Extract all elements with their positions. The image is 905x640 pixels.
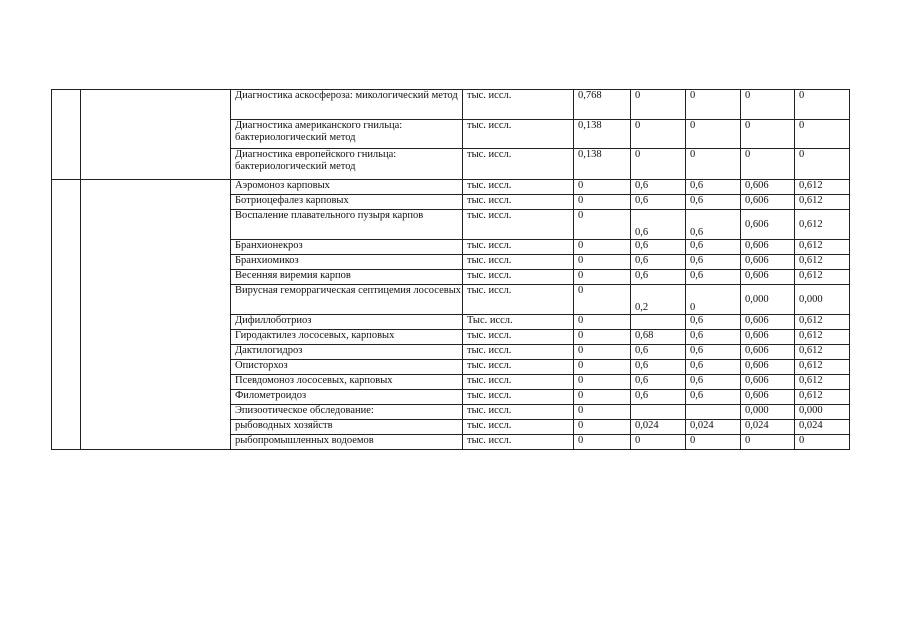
row-name: Эпизоотическое обследование: — [231, 405, 463, 420]
value-cell: 0,6 — [686, 345, 741, 360]
row-unit: тыс. иссл. — [463, 270, 574, 285]
value-cell: 0 — [741, 435, 795, 450]
value-cell: 0 — [795, 90, 850, 120]
row-name: Диагностика американского гнильца: бактериологический метод — [231, 120, 463, 149]
value-cell: 0 — [631, 120, 686, 149]
value-cell: 0,612 — [795, 375, 850, 390]
value-cell: 0,606 — [741, 390, 795, 405]
value-cell: 0,612 — [795, 360, 850, 375]
value-cell: 0,6 — [686, 375, 741, 390]
row-unit: Тыс. иссл. — [463, 315, 574, 330]
value-cell: 0,6 — [686, 270, 741, 285]
value-cell: 0 — [686, 149, 741, 180]
value-cell: 0,606 — [741, 180, 795, 195]
row-unit: тыс. иссл. — [463, 180, 574, 195]
value-cell: 0 — [574, 210, 631, 240]
row-name: Филометроидоз — [231, 390, 463, 405]
value-cell: 0 — [795, 435, 850, 450]
value-cell: 0,6 — [631, 255, 686, 270]
value-cell: 0,000 — [741, 405, 795, 420]
value-cell: 0 — [631, 149, 686, 180]
row-name: Ботриоцефалез карповых — [231, 195, 463, 210]
value-cell: 0,612 — [795, 390, 850, 405]
row-unit: тыс. иссл. — [463, 345, 574, 360]
value-cell: 0,606 — [741, 315, 795, 330]
row-unit: тыс. иссл. — [463, 330, 574, 345]
value-cell: 0,6 — [686, 255, 741, 270]
value-cell: 0,000 — [795, 405, 850, 420]
value-cell: 0,606 — [741, 330, 795, 345]
row-unit: тыс. иссл. — [463, 210, 574, 240]
value-cell — [686, 405, 741, 420]
value-cell: 0,6 — [686, 390, 741, 405]
row-unit: тыс. иссл. — [463, 255, 574, 270]
value-cell: 0,000 — [795, 285, 850, 315]
value-cell: 0,68 — [631, 330, 686, 345]
value-cell: 0 — [574, 315, 631, 330]
value-cell: 0,612 — [795, 240, 850, 255]
value-cell: 0 — [574, 240, 631, 255]
row-name: Бранхионекроз — [231, 240, 463, 255]
value-cell: 0,768 — [574, 90, 631, 120]
row-unit: тыс. иссл. — [463, 405, 574, 420]
value-cell: 0 — [574, 285, 631, 315]
value-cell: 0,6 — [686, 195, 741, 210]
row-name: Весенняя виремия карпов — [231, 270, 463, 285]
value-cell: 0 — [686, 90, 741, 120]
value-cell: 0 — [741, 149, 795, 180]
value-cell: 0,612 — [795, 195, 850, 210]
row-name: Описторхоз — [231, 360, 463, 375]
value-cell: 0 — [686, 435, 741, 450]
value-cell: 0 — [574, 180, 631, 195]
row-unit: тыс. иссл. — [463, 435, 574, 450]
value-cell: 0,612 — [795, 345, 850, 360]
value-cell: 0 — [795, 149, 850, 180]
row-name: Диагностика аскосфероза: микологический метод — [231, 90, 463, 120]
value-cell: 0,024 — [631, 420, 686, 435]
row-unit: тыс. иссл. — [463, 285, 574, 315]
value-cell: 0,6 — [631, 180, 686, 195]
value-cell: 0 — [574, 405, 631, 420]
row-unit: тыс. иссл. — [463, 90, 574, 120]
value-cell: 0 — [574, 270, 631, 285]
value-cell: 0 — [574, 390, 631, 405]
row-name: Псевдомоноз лососевых, карповых — [231, 375, 463, 390]
value-cell: 0,612 — [795, 255, 850, 270]
row-name: Дактилогидроз — [231, 345, 463, 360]
value-cell: 0,6 — [631, 390, 686, 405]
section-2-col-b — [81, 180, 231, 450]
value-cell: 0,138 — [574, 149, 631, 180]
value-cell: 0,6 — [686, 360, 741, 375]
value-cell: 0,138 — [574, 120, 631, 149]
value-cell: 0,606 — [741, 255, 795, 270]
value-cell: 0 — [686, 120, 741, 149]
value-cell: 0 — [741, 90, 795, 120]
value-cell: 0 — [574, 195, 631, 210]
section-1-col-b — [81, 90, 231, 180]
value-cell: 0,6 — [686, 330, 741, 345]
section-2-col-a — [52, 180, 81, 450]
value-cell: 0,606 — [741, 345, 795, 360]
value-cell: 0,6 — [686, 210, 741, 240]
value-cell: 0 — [686, 285, 741, 315]
row-name: Гиродактилез лососевых, карповых — [231, 330, 463, 345]
value-cell: 0,024 — [741, 420, 795, 435]
row-name: Аэромоноз карповых — [231, 180, 463, 195]
value-cell: 0,606 — [741, 195, 795, 210]
value-cell: 0,612 — [795, 315, 850, 330]
value-cell: 0 — [574, 255, 631, 270]
value-cell: 0,606 — [741, 270, 795, 285]
value-cell: 0,2 — [631, 285, 686, 315]
value-cell: 0 — [631, 90, 686, 120]
value-cell: 0,612 — [795, 180, 850, 195]
value-cell: 0,6 — [631, 375, 686, 390]
value-cell: 0,024 — [795, 420, 850, 435]
value-cell: 0,6 — [631, 270, 686, 285]
data-table — [51, 89, 850, 450]
row-name: Диагностика европейского гнильца: бактериологический метод — [231, 149, 463, 180]
row-name: Вирусная геморрагическая септицемия лососевых — [231, 285, 463, 315]
section-1-col-a — [52, 90, 81, 180]
value-cell: 0 — [631, 435, 686, 450]
value-cell: 0,606 — [741, 360, 795, 375]
value-cell — [631, 315, 686, 330]
row-unit: тыс. иссл. — [463, 375, 574, 390]
row-name: рыбоводных хозяйств — [231, 420, 463, 435]
value-cell: 0,6 — [631, 345, 686, 360]
value-cell: 0,6 — [686, 180, 741, 195]
value-cell: 0,606 — [741, 240, 795, 255]
value-cell: 0,612 — [795, 270, 850, 285]
value-cell: 0,024 — [686, 420, 741, 435]
value-cell: 0,612 — [795, 210, 850, 240]
value-cell: 0 — [574, 330, 631, 345]
value-cell: 0 — [795, 120, 850, 149]
value-cell: 0 — [741, 120, 795, 149]
value-cell: 0 — [574, 360, 631, 375]
row-unit: тыс. иссл. — [463, 390, 574, 405]
row-unit: тыс. иссл. — [463, 149, 574, 180]
row-name: Воспаление плавательного пузыря карпов — [231, 210, 463, 240]
row-unit: тыс. иссл. — [463, 360, 574, 375]
value-cell: 0,612 — [795, 330, 850, 345]
value-cell: 0,6 — [631, 195, 686, 210]
value-cell: 0,6 — [631, 240, 686, 255]
row-name: Бранхиомикоз — [231, 255, 463, 270]
value-cell: 0,000 — [741, 285, 795, 315]
row-unit: тыс. иссл. — [463, 420, 574, 435]
row-name: рыбопромышленных водоемов — [231, 435, 463, 450]
value-cell: 0 — [574, 345, 631, 360]
row-unit: тыс. иссл. — [463, 240, 574, 255]
row-unit: тыс. иссл. — [463, 195, 574, 210]
row-unit: тыс. иссл. — [463, 120, 574, 149]
value-cell: 0,6 — [686, 240, 741, 255]
value-cell: 0,606 — [741, 210, 795, 240]
value-cell: 0,6 — [686, 315, 741, 330]
value-cell: 0 — [574, 420, 631, 435]
value-cell — [631, 405, 686, 420]
value-cell: 0 — [574, 435, 631, 450]
value-cell: 0,606 — [741, 375, 795, 390]
value-cell: 0,6 — [631, 360, 686, 375]
value-cell: 0 — [574, 375, 631, 390]
row-name: Дифиллоботриоз — [231, 315, 463, 330]
value-cell: 0,6 — [631, 210, 686, 240]
